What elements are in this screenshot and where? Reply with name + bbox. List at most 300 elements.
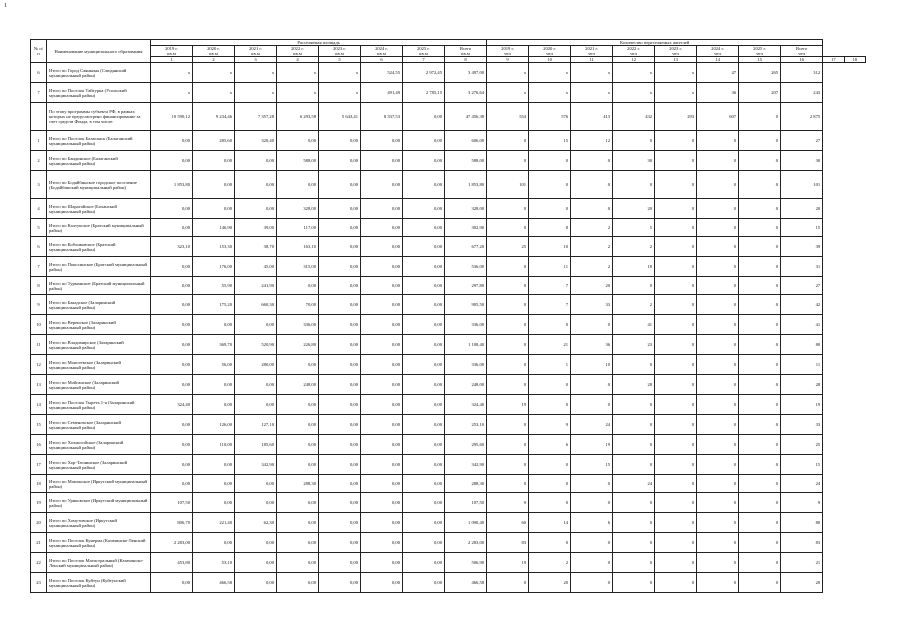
people-year-header: 2021 г. чел [571,46,613,57]
area-value: 0,00 [235,375,277,395]
area-value: 588,00 [445,151,487,171]
area-value: x [193,63,235,83]
people-value: 0 [487,335,529,355]
table-row [31,199,866,219]
area-value: 324,40 [151,395,193,415]
people-value: 47 [697,63,739,83]
people-value: 19 [571,435,613,455]
people-value: 0 [655,295,697,315]
column-number: 2 [193,57,235,63]
area-value: 0,00 [193,375,235,395]
municipality-name: Итого по Поселок Тайтурка (Усольский муниципальный район) [47,83,151,103]
area-value: 0,00 [319,237,361,257]
people-value: 0 [571,475,613,493]
people-value: 24 [781,475,823,493]
area-value: 0,00 [235,199,277,219]
area-value: 0,00 [403,533,445,553]
row-number: 18 [31,475,47,493]
area-value: 0,00 [403,415,445,435]
area-value: 0,00 [151,315,193,335]
area-value: 588,00 [277,151,319,171]
row-number: 4 [31,199,47,219]
row-number: 7 [31,83,47,103]
people-value: 15 [571,455,613,475]
area-value: 320,40 [235,131,277,151]
people-value: 2 875 [781,103,823,131]
area-value: 0,00 [361,277,403,295]
row-number: 6 [31,237,47,257]
people-value: x [613,63,655,83]
people-value: 2 [571,219,613,237]
area-value: 0,00 [235,395,277,415]
people-value: 36 [697,83,739,103]
people-value: 0 [613,573,655,593]
row-number: 10 [31,315,47,335]
area-value: 0,00 [319,475,361,493]
people-value: 21 [781,553,823,573]
row-number: 3 [31,171,47,199]
area-value: 0,00 [151,455,193,475]
table-row [31,375,866,395]
people-value: 0 [529,315,571,335]
people-value: x [655,83,697,103]
area-value: 369,70 [193,335,235,355]
people-value: 413 [571,103,613,131]
area-value: 0,00 [361,199,403,219]
municipality-name: Итого по Семеновское (Заларинский муниципальный район) [47,415,151,435]
people-value: 0 [739,335,781,355]
area-value: 0,00 [361,395,403,415]
people-value: 1 [529,355,571,375]
people-value: 28 [613,375,655,395]
people-value: 0 [529,475,571,493]
people-value: 41 [613,315,655,335]
people-value: 2 [613,237,655,257]
row-number: 11 [31,335,47,355]
people-value: 21 [529,335,571,355]
people-value: 0 [739,475,781,493]
area-value: 62,30 [235,513,277,533]
people-value: 0 [697,493,739,513]
row-number: 20 [31,513,47,533]
table-row [31,131,866,151]
table-row [31,395,866,415]
area-value: 1 853,80 [445,171,487,199]
people-value: 0 [739,533,781,553]
people-value: 6 [529,435,571,455]
people-value: 19 [781,395,823,415]
area-value: 0,00 [403,553,445,573]
people-value: 0 [613,553,655,573]
area-value: 536,00 [445,257,487,277]
area-group-header: Расселяемая площадь [151,40,487,46]
area-value: 0,00 [193,151,235,171]
area-value: 0,00 [403,435,445,455]
area-value: 0,00 [361,493,403,513]
area-value: 55,90 [193,277,235,295]
area-value: 336,00 [445,315,487,335]
area-value: 146,90 [193,219,235,237]
people-value: 207 [739,83,781,103]
municipality-name: Итого по Поселок Балаганск (Балаганский муниципальный район) [47,131,151,151]
area-value: 0,00 [403,375,445,395]
area-value: 7 357,28 [235,103,277,131]
area-value: x [277,63,319,83]
area-value: 0,00 [403,395,445,415]
area-value: 221,40 [193,513,235,533]
area-value: 0,00 [403,355,445,375]
people-value: 0 [571,375,613,395]
area-value: 0,00 [277,573,319,593]
area-value: 153,30 [193,237,235,257]
row-number: 12 [31,355,47,375]
area-value: 0,00 [361,553,403,573]
municipality-name: Итого по Покосинское (Братский муниципальный район) [47,257,151,277]
people-value: 576 [529,103,571,131]
area-value: 2 785,15 [403,83,445,103]
area-value: 453,80 [151,553,193,573]
page-number: 1 [4,3,7,9]
people-value: 0 [697,533,739,553]
people-value: 0 [697,573,739,593]
area-value: 0,00 [235,151,277,171]
people-value: 0 [739,455,781,475]
people-value: 0 [655,277,697,295]
table-row [31,475,866,493]
column-number: 11 [571,57,613,63]
area-value: 323,10 [151,237,193,257]
area-value: 70,00 [277,295,319,315]
people-value: 12 [571,131,613,151]
people-value: 0 [739,199,781,219]
people-value: 0 [613,493,655,513]
area-value: 248,00 [445,375,487,395]
people-value: x [487,63,529,83]
people-value: 19 [487,395,529,415]
people-value: 0 [655,415,697,435]
people-value: 0 [739,493,781,513]
people-value: 0 [529,199,571,219]
people-value: 0 [571,151,613,171]
area-value: 0,00 [361,237,403,257]
area-value: 10 590,12 [151,103,193,131]
people-value: 101 [781,171,823,199]
municipality-name: Итого по Бакадское (Заларинский муниципальный район) [47,295,151,315]
area-value: 0,00 [193,199,235,219]
column-number: 10 [529,57,571,63]
area-value: 288,30 [445,475,487,493]
area-value: 606,00 [445,131,487,151]
row-number: 8 [31,277,47,295]
area-value: 0,00 [319,553,361,573]
area-value: 660,30 [235,295,277,315]
people-year-header: 2020 г. чел [529,46,571,57]
table-row [31,553,866,573]
people-value: 19 [487,553,529,573]
people-value: 0 [487,475,529,493]
area-value: 0,00 [361,219,403,237]
people-value: 8 [529,219,571,237]
table-row [31,435,866,455]
people-value: x [613,83,655,103]
area-value: 3 276,64 [445,83,487,103]
area-value: 0,00 [235,475,277,493]
area-value: 302,90 [445,219,487,237]
area-value: 2 972,45 [403,63,445,83]
area-value: 0,00 [193,395,235,415]
people-value: 28 [781,375,823,395]
municipality-name: Итого по Турманское (Братский муниципальный район) [47,277,151,295]
area-value: 0,00 [277,355,319,375]
area-value: 0,00 [319,415,361,435]
people-year-header: 2023 г. чел [655,46,697,57]
people-value: 0 [655,573,697,593]
area-value: 0,00 [151,415,193,435]
area-value: 0,00 [361,573,403,593]
area-value: x [151,83,193,103]
people-value: 0 [571,395,613,415]
people-value: 0 [697,415,739,435]
municipality-name: Итого по Холмогойское (Заларинский муниципальный район) [47,435,151,455]
area-value: 0,00 [151,355,193,375]
table-row [31,83,866,103]
people-value: 0 [697,237,739,257]
table-row [31,493,866,513]
municipality-name: Итого по Владимирское (Заларинский муниципальный район) [47,335,151,355]
people-value: 0 [613,513,655,533]
area-value: 0,00 [319,151,361,171]
area-value: x [319,63,361,83]
people-value: 24 [613,475,655,493]
people-value: 0 [697,131,739,151]
people-value: 0 [739,219,781,237]
table-row [31,219,866,237]
people-value: 0 [529,395,571,415]
area-value: 9 234,46 [193,103,235,131]
people-value: 0 [613,435,655,455]
people-value: 5 [613,219,655,237]
people-value: 0 [655,475,697,493]
column-number: 8 [445,57,487,63]
people-value: 15 [781,455,823,475]
people-value: 80 [781,335,823,355]
area-value: 0,00 [277,493,319,513]
people-value: 0 [697,295,739,315]
people-year-header: 2022 г. чел [613,46,655,57]
municipality-name: Итого по Поселок Тыреть 1-я (Заларинский муниципальный район) [47,395,151,415]
people-value: 11 [781,355,823,375]
people-value: 0 [739,553,781,573]
people-value: 0 [655,131,697,151]
people-value: 554 [487,103,529,131]
table-row [31,533,866,553]
area-value: 0,00 [361,335,403,355]
area-value: 3 497,00 [445,63,487,83]
area-value: 0,00 [277,553,319,573]
area-value: 117,00 [277,219,319,237]
area-value: 0,00 [319,573,361,593]
people-value: 293 [655,103,697,131]
area-value: 0,00 [235,553,277,573]
area-value: 6 293,58 [277,103,319,131]
area-value: 524,55 [361,63,403,83]
area-value: 0,00 [403,315,445,335]
row-number: 14 [31,395,47,415]
area-value: 336,00 [277,315,319,335]
people-value: 30 [613,151,655,171]
municipality-name: Итого по Город Саянкина (Слюдянский муниципальный район) [47,63,151,83]
area-value: 2 283,00 [445,533,487,553]
area-value: 0,00 [361,415,403,435]
people-value: 0 [487,219,529,237]
people-value: x [487,83,529,103]
people-value: 0 [739,415,781,435]
area-value: 0,00 [193,171,235,199]
table-row [31,295,866,315]
people-value: 0 [697,553,739,573]
area-value: 176,00 [193,257,235,277]
area-value: 253,10 [445,415,487,435]
area-value: 241,90 [235,277,277,295]
people-value: 0 [739,257,781,277]
people-value: 0 [655,493,697,513]
people-value: 0 [739,277,781,295]
row-number: 2 [31,151,47,171]
people-value: 83 [487,533,529,553]
people-year-header: 2025 г. чел [739,46,781,57]
area-value: 0,00 [277,415,319,435]
row-number: 5 [31,219,47,237]
people-value: 0 [655,199,697,219]
people-value: 39 [781,237,823,257]
people-value: 33 [781,415,823,435]
area-total-header: Всего кв.м [445,46,487,57]
area-value: 0,00 [319,219,361,237]
area-value: x [235,63,277,83]
area-value: 0,00 [361,151,403,171]
table-row [31,277,866,295]
column-number: 5 [319,57,361,63]
area-value: 280,00 [235,355,277,375]
area-value: 0,00 [277,277,319,295]
table-row [31,257,866,277]
municipality-name: Итого по Моисеевское (Заларинский муниципальный район) [47,355,151,375]
area-value: 0,00 [193,455,235,475]
row-number [31,103,47,131]
area-value: 295,60 [445,435,487,455]
people-value: 0 [529,533,571,553]
area-value: 107,50 [151,493,193,513]
people-value: 7 [529,295,571,315]
people-value: 0 [487,573,529,593]
area-value: x [319,83,361,103]
people-value: 0 [739,435,781,455]
people-value: 0 [487,199,529,219]
column-number: 13 [655,57,697,63]
area-value: 107,50 [445,493,487,513]
area-value: 285,60 [193,131,235,151]
table-row [31,455,866,475]
area-value: 342,90 [235,455,277,475]
col-name-header: Наименование муниципального образования [47,40,151,63]
area-value: 0,00 [361,455,403,475]
people-value: 27 [781,277,823,295]
area-value: 0,00 [193,493,235,513]
area-value: 0,00 [277,455,319,475]
area-value: 0,00 [403,513,445,533]
row-number: 17 [31,455,47,475]
area-value: 466,58 [193,573,235,593]
people-value: 10 [571,355,613,375]
area-value: 175,20 [193,295,235,315]
area-year-header: 2019 г. кв.м [151,46,193,57]
people-value: x [571,63,613,83]
area-value: 0,00 [319,355,361,375]
municipality-name: Итого по Калтукское (Братский муниципальный район) [47,219,151,237]
area-value: 0,00 [319,375,361,395]
people-value: 0 [739,355,781,375]
people-value: 0 [613,455,655,475]
area-value: 0,00 [277,513,319,533]
row-number: 19 [31,493,47,513]
people-value: 0 [655,533,697,553]
area-value: 491,49 [361,83,403,103]
area-value: 0,00 [361,375,403,395]
area-value: 1 108,40 [445,335,487,355]
people-value: 0 [487,295,529,315]
people-value: 0 [571,533,613,553]
area-value: 0,00 [235,315,277,335]
area-value: 0,00 [361,295,403,315]
column-number: 17 [823,57,844,63]
area-value: 0,00 [361,131,403,151]
area-value: 0,00 [319,455,361,475]
row-number: 13 [31,375,47,395]
municipality-name: Итого по Поселок Магистральный (Казачинско-Ленский муниципальный район) [47,553,151,573]
area-value: 0,00 [319,199,361,219]
table-row [31,103,866,131]
people-value: 41 [781,315,823,335]
people-value: 2 [571,237,613,257]
area-value: 0,00 [319,257,361,277]
people-value: 10 [529,237,571,257]
table-row [31,573,866,593]
people-value: 432 [613,103,655,131]
people-value: 0 [655,455,697,475]
column-number: 6 [361,57,403,63]
area-value: 0,00 [193,475,235,493]
area-year-header: 2023 г. кв.м [319,46,361,57]
area-value: 0,00 [151,199,193,219]
resettlement-table [30,39,866,593]
table-row [31,151,866,171]
municipality-name: Итого по Мойганское (Заларинский муниципальный район) [47,375,151,395]
area-value: 185,60 [235,435,277,455]
area-value: 0,00 [403,171,445,199]
area-value: 0,00 [151,151,193,171]
people-value: 0 [655,237,697,257]
row-number: 1 [31,131,47,151]
people-value: 7 [529,277,571,295]
column-number: 9 [487,57,529,63]
area-value: 0,00 [403,475,445,493]
area-value: 520,90 [235,335,277,355]
people-value: 0 [613,395,655,415]
area-year-header: 2025 г. кв.м [403,46,445,57]
area-value: 0,00 [403,573,445,593]
people-value: 0 [613,131,655,151]
people-value: 0 [739,151,781,171]
